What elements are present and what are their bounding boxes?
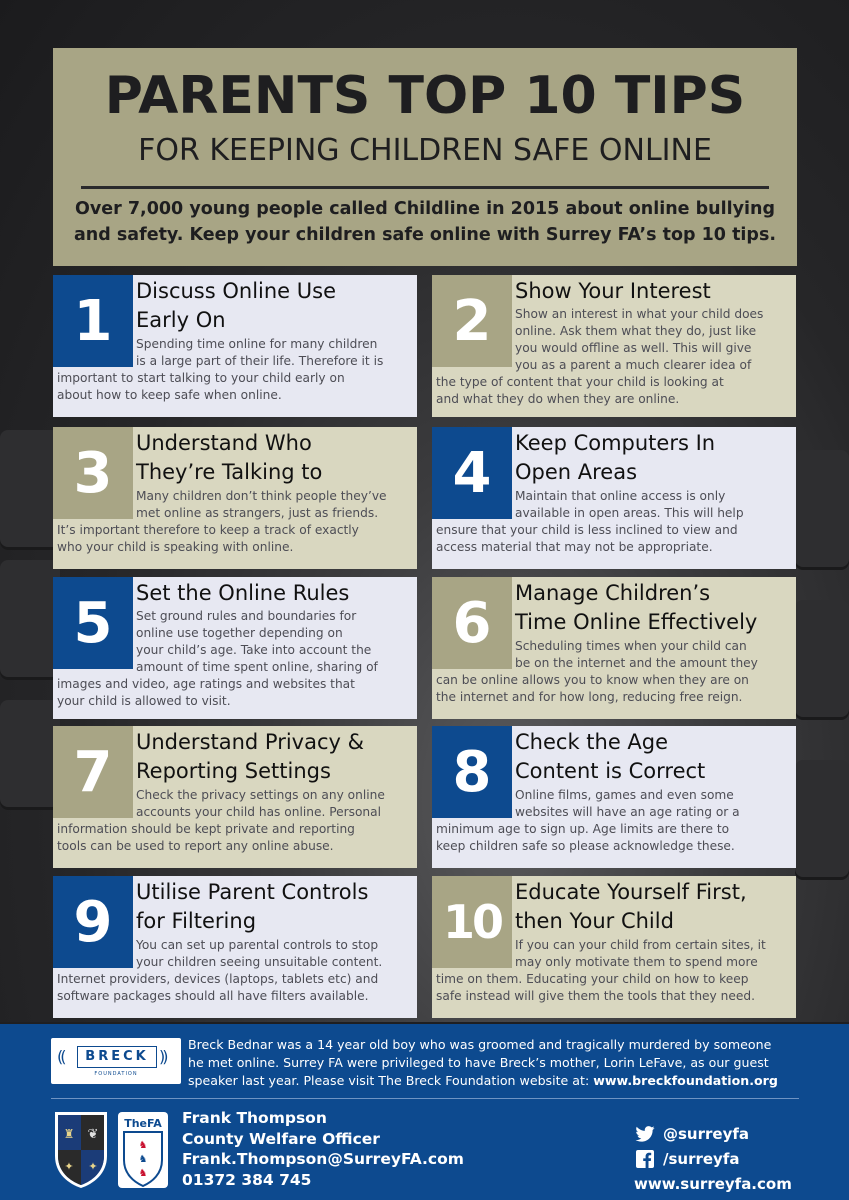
tip-heading-line-1: Manage Children’s [515,581,711,605]
tip-body-line: images and video, age ratings and websites that [57,677,355,691]
tip-body-line: It’s important therefore to keep a track of exactly [57,523,359,537]
keyboard-key-decoration [0,560,60,680]
tip-heading [136,878,416,936]
tip-body-line: important to start talking to your child early on [57,371,345,385]
tip-number: 1 [53,275,133,367]
tip-heading-line-2: for Filtering [136,909,257,933]
tip-card [432,427,796,569]
tip-body-line: Spending time online for many children [136,337,378,351]
tip-body-line: Set ground rules and boundaries for [136,609,357,623]
tip-body-line: available in open areas. This will help [515,506,744,520]
svg-text:♞: ♞ [138,1154,148,1165]
tip-heading-line-2: Content is Correct [515,759,706,783]
tip-heading-line-2: Open Areas [515,460,638,484]
tip-number: 5 [53,577,133,669]
tip-body-line: you as a parent a much clearer idea of [515,358,752,372]
tip-heading-line-2: Time Online Effectively [515,610,758,634]
tip-heading-line-2: Reporting Settings [136,759,331,783]
title-divider [81,186,769,189]
svg-text:♞: ♞ [138,1140,148,1151]
tip-card [432,876,796,1018]
tip-body-line: websites will have an age rating or a [515,805,740,819]
tip-body-line: accounts your child has online. Personal [136,805,382,819]
facebook-icon [634,1149,656,1169]
tip-body-line: you would offline as well. This will give [515,341,752,355]
tip-body-line: amount of time spent online, sharing of [136,660,378,674]
twitter-handle: @surreyfa [663,1124,750,1143]
tip-heading [136,429,416,487]
keyboard-key-decoration [795,600,849,720]
tip-card [53,427,417,569]
tip-heading-line-1: Set the Online Rules [136,581,350,605]
tip-heading [515,429,795,487]
tip-number: 9 [53,876,133,968]
tip-body-line: your child’s age. Take into account the [136,643,372,657]
tip-heading [515,878,795,936]
intro-line-1: Over 7,000 young people called Childline in 2015 about online bullying [75,199,775,219]
tip-body-line: who your child is speaking with online. [57,540,294,554]
tip-heading-line-1: Show Your Interest [515,279,711,303]
tip-body-line: Scheduling times when your child can [515,639,747,653]
page-title: PARENTS TOP 10 TIPS [104,66,746,126]
keyboard-key-decoration [795,760,849,880]
contact-block [182,1108,502,1190]
tip-body-line: about how to keep safe when online. [57,388,282,402]
contact-name: Frank Thompson [182,1109,327,1127]
twitter-bird-icon [634,1124,656,1144]
tip-heading-line-1: Keep Computers In [515,431,716,455]
svg-text:✦: ✦ [64,1160,74,1173]
tip-card [53,726,417,868]
tip-body-line: Check the privacy settings on any online [136,788,385,802]
keyboard-key-decoration [0,700,60,810]
tip-heading-line-1: Understand Privacy & [136,730,365,754]
tip-card [53,876,417,1018]
tip-body-line: your child is allowed to visit. [57,694,231,708]
breck-website-link[interactable]: www.breckfoundation.org [593,1073,778,1088]
tip-card [53,577,417,719]
tip-card [53,275,417,417]
keyboard-key-decoration [0,430,60,550]
tip-number: 7 [53,726,133,818]
tip-body-line: your children seeing unsuitable content. [136,955,383,969]
tip-body-line: software packages should all have filters available. [57,989,369,1003]
contact-role: County Welfare Officer [182,1129,380,1148]
tip-heading [136,579,416,608]
svg-text:❦: ❦ [87,1127,99,1142]
tip-heading-line-1: Discuss Online Use [136,279,337,303]
tip-body-line: Maintain that online access is only [515,489,726,503]
tip-body-line: may only motivate them to spend more [515,955,758,969]
tip-body-line: Internet providers, devices (laptops, tablets etc) and [57,972,379,986]
tip-heading-line-2: then Your Child [515,909,674,933]
tip-heading [515,728,795,786]
breck-logo-sub: FOUNDATION [94,1071,138,1077]
tip-number: 2 [432,275,512,367]
tip-body-line: the internet and for how long, reducing free reign. [436,690,743,704]
tip-body-line: tools can be used to report any online abuse. [57,839,334,853]
tip-body-line: information should be kept private and reporting [57,822,355,836]
tip-body-line: ensure that your child is less inclined to view and [436,523,738,537]
tip-heading-line-2: They’re Talking to [136,460,323,484]
tip-body-line: access material that may not be appropriate. [436,540,713,554]
tip-number: 6 [432,577,512,669]
header-panel [53,48,797,266]
tip-body-line: minimum age to sign up. Age limits are there to [436,822,730,836]
tip-heading [136,277,416,335]
tip-number: 4 [432,427,512,519]
tip-heading-line-2: Early On [136,308,226,332]
facebook-link[interactable] [634,1146,824,1171]
sound-waves-icon: )) [159,1047,166,1066]
twitter-link[interactable] [634,1121,824,1146]
page-subtitle: FOR KEEPING CHILDREN SAFE ONLINE [138,133,712,168]
tip-card [432,275,796,417]
tip-heading-line-1: Understand Who [136,431,312,455]
tip-heading [515,579,795,637]
breck-line-2: he met online. Surrey FA were privileged to have Breck’s mother, Lorin LeFave, as our guest [188,1055,769,1070]
tip-number: 3 [53,427,133,519]
tip-body-line: is a large part of their life. Therefore it is [136,354,384,368]
tip-body-line: and what they do when they are online. [436,392,680,406]
tip-body-line: be on the internet and the amount they [515,656,758,670]
breck-line-1: Breck Bednar was a 14 year old boy who was groomed and tragically murdered by someone [188,1037,772,1052]
tip-number: 8 [432,726,512,818]
breck-logo-word: BRECK [77,1046,157,1068]
svg-text:♞: ♞ [138,1168,148,1179]
tip-body-line: Show an interest in what your child does [515,307,764,321]
sound-waves-icon: (( [57,1047,64,1066]
tip-body-line: met online as strangers, just as friends. [136,506,379,520]
website-url: www.surreyfa.com [634,1174,792,1193]
tip-heading [515,277,795,306]
intro-text [63,196,787,248]
tip-body-line: the type of content that your child is looking at [436,375,724,389]
intro-line-2: and safety. Keep your children safe online with Surrey FA’s top 10 tips. [73,225,777,245]
tip-body-line: online use together depending on [136,626,343,640]
tip-card [432,577,796,719]
footer-divider [51,1098,799,1099]
website-link[interactable] [634,1171,824,1196]
tip-body-line: If you can your child from certain sites, it [515,938,766,952]
tip-card [432,726,796,868]
breck-foundation-text [188,1036,808,1090]
social-links [634,1121,824,1196]
svg-text:♜: ♜ [63,1127,75,1141]
svg-text:✦: ✦ [88,1160,98,1173]
tip-body-line: can be online allows you to know when they are on [436,673,749,687]
tip-body-line: safe instead will give them the tools that they need. [436,989,755,1003]
tip-heading-line-1: Check the Age [515,730,669,754]
keyboard-key-decoration [795,450,849,570]
breck-line-3 [188,1072,808,1090]
tip-heading [136,728,416,786]
breck-line-3-text: speaker last year. Please visit The Breck Foundation website at: [188,1073,594,1088]
surrey-fa-crest-icon [53,1110,109,1190]
facebook-handle: /surreyfa [663,1149,740,1168]
contact-phone: 01372 384 745 [182,1170,312,1189]
tip-body-line: time on them. Educating your child on how to keep [436,972,749,986]
tip-body-line: Many children don’t think people they’ve [136,489,387,503]
the-fa-crest-icon [116,1110,170,1190]
tip-body-line: online. Ask them what they do, just like [515,324,757,338]
the-fa-label: TheFA [124,1117,162,1130]
tip-body-line: keep children safe so please acknowledge these. [436,839,735,853]
tip-body-line: Online films, games and even some [515,788,734,802]
tip-number: 10 [432,876,512,968]
contact-email[interactable]: Frank.Thompson@SurreyFA.com [182,1150,464,1168]
tip-heading-line-1: Educate Yourself First, [515,880,747,904]
tip-body-line: You can set up parental controls to stop [136,938,379,952]
breck-foundation-logo [51,1038,181,1084]
tip-heading-line-1: Utilise Parent Controls [136,880,369,904]
